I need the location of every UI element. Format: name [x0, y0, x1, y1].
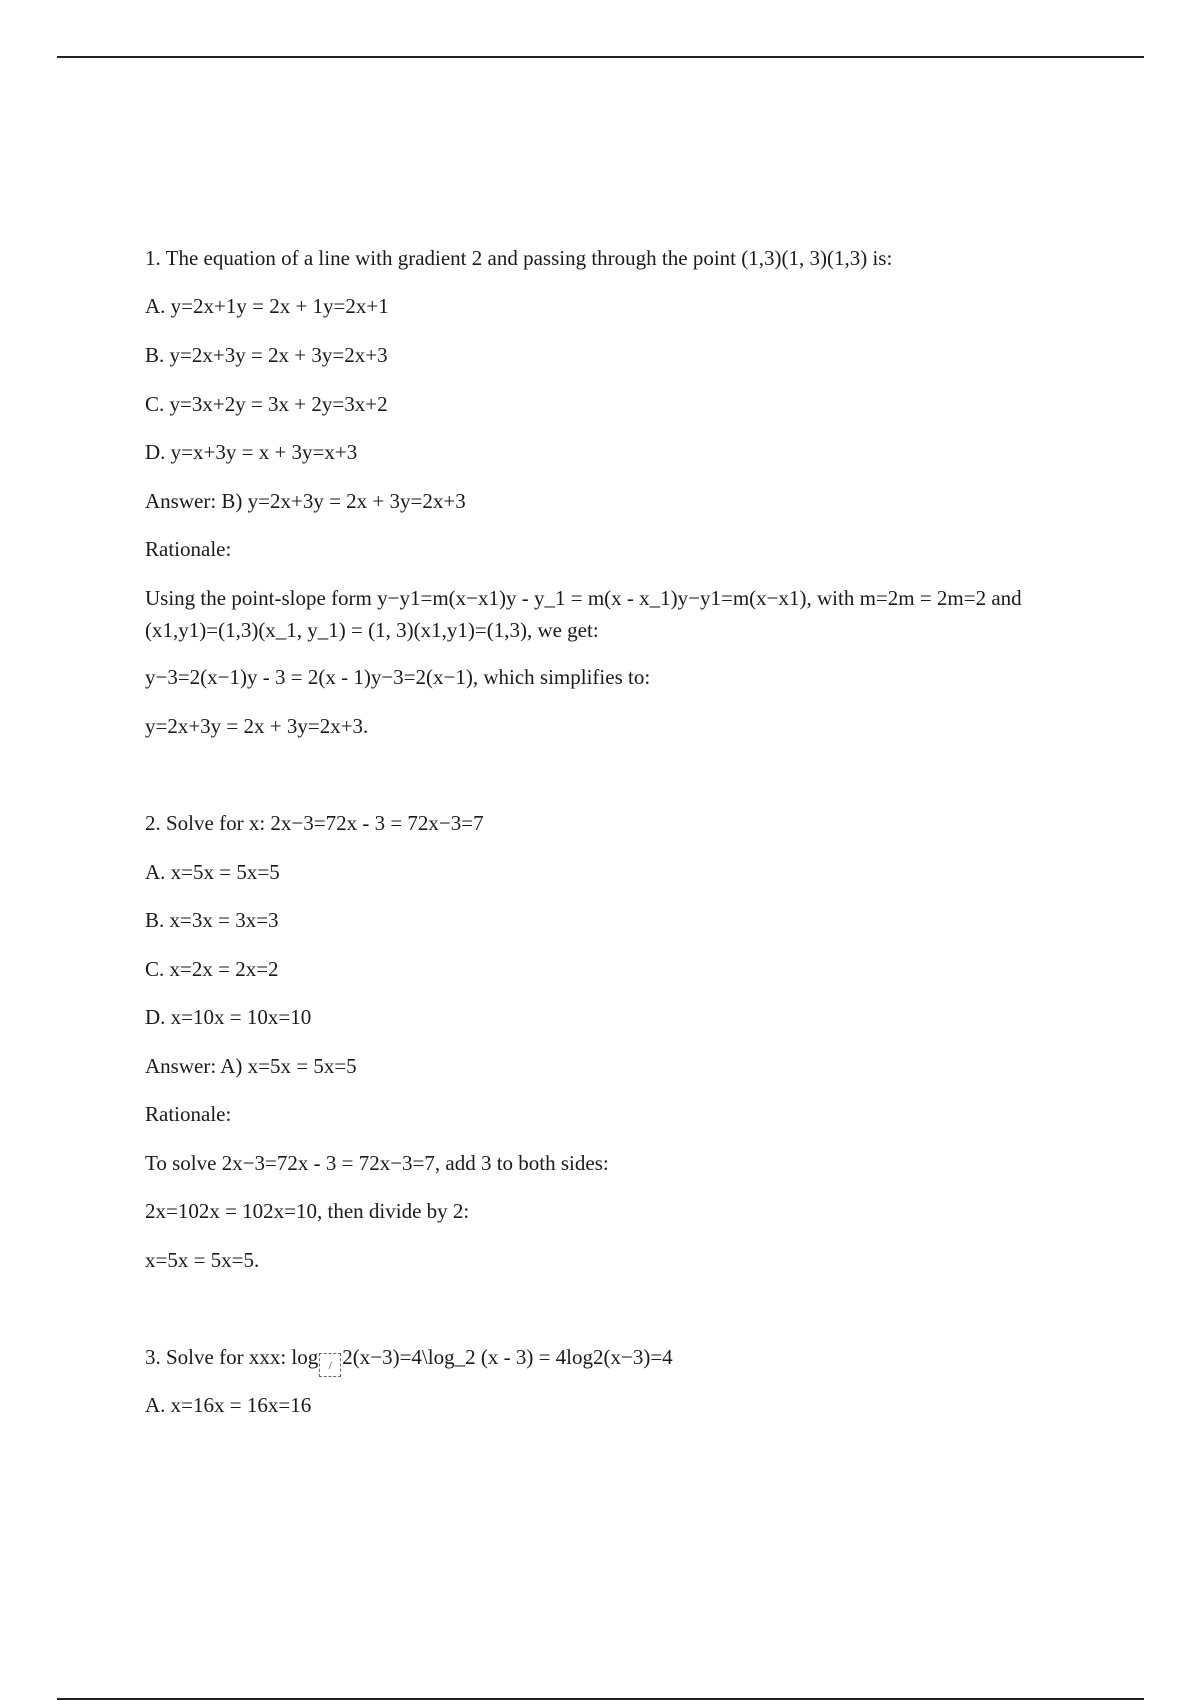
missing-glyph-icon: /: [319, 1353, 341, 1377]
question-3: [145, 1341, 1050, 1377]
q1-rationale-text: Using the point-slope form y−y1=m(x−x1)y - y_1 = m(x - x_1)y−y1=m(x−x1), with m=2m = 2m=2 and (x1,y1)=(1,3)(x_1, y_1) = (1, 3)(x1,y1)=(1,3), we get:: [145, 586, 1022, 642]
q1-rationale-result: y=2x+3y = 2x + 3y=2x+3.: [145, 714, 369, 738]
q2-rationale-text: To solve 2x−3=72x - 3 = 72x−3=7, add 3 to both sides:: [145, 1151, 609, 1175]
q3-question-end: 2(x−3)=4\log_2 (x - 3) = 4log2(x−3)=4: [342, 1345, 673, 1369]
q1-option-d: D. y=x+3y = x + 3y=x+3: [145, 440, 358, 464]
q2-option-c: C. x=2x = 2x=2: [145, 957, 279, 981]
q2-rationale-result: x=5x = 5x=5.: [145, 1248, 260, 1272]
q1-answer: Answer: B) y=2x+3y = 2x + 3y=2x+3: [145, 489, 466, 513]
q1-rationale-step: y−3=2(x−1)y - 3 = 2(x - 1)y−3=2(x−1), which simplifies to:: [145, 665, 651, 689]
q2-option-a: A. x=5x = 5x=5: [145, 860, 280, 884]
question-2: 2. Solve for x: 2x−3=72x - 3 = 72x−3=7: [145, 811, 484, 835]
q2-option-d: D. x=10x = 10x=10: [145, 1005, 312, 1029]
q1-option-a: A. y=2x+1y = 2x + 1y=2x+1: [145, 294, 389, 318]
q1-option-c: C. y=3x+2y = 3x + 2y=3x+2: [145, 392, 388, 416]
q1-rationale-label: Rationale:: [145, 537, 232, 561]
question-1: 1. The equation of a line with gradient 2 and passing through the point (1,3)(1, 3)(1,3) is:: [145, 246, 893, 270]
q2-option-b: B. x=3x = 3x=3: [145, 908, 279, 932]
header-rule: [57, 56, 1144, 58]
q2-rationale-label: Rationale:: [145, 1102, 232, 1126]
q3-option-a: A. x=16x = 16x=16: [145, 1393, 312, 1417]
q1-option-b: B. y=2x+3y = 2x + 3y=2x+3: [145, 343, 388, 367]
q3-question-start: 3. Solve for xxx: log: [145, 1345, 319, 1369]
q2-answer: Answer: A) x=5x = 5x=5: [145, 1054, 357, 1078]
q2-rationale-step: 2x=102x = 102x=10, then divide by 2:: [145, 1199, 470, 1223]
